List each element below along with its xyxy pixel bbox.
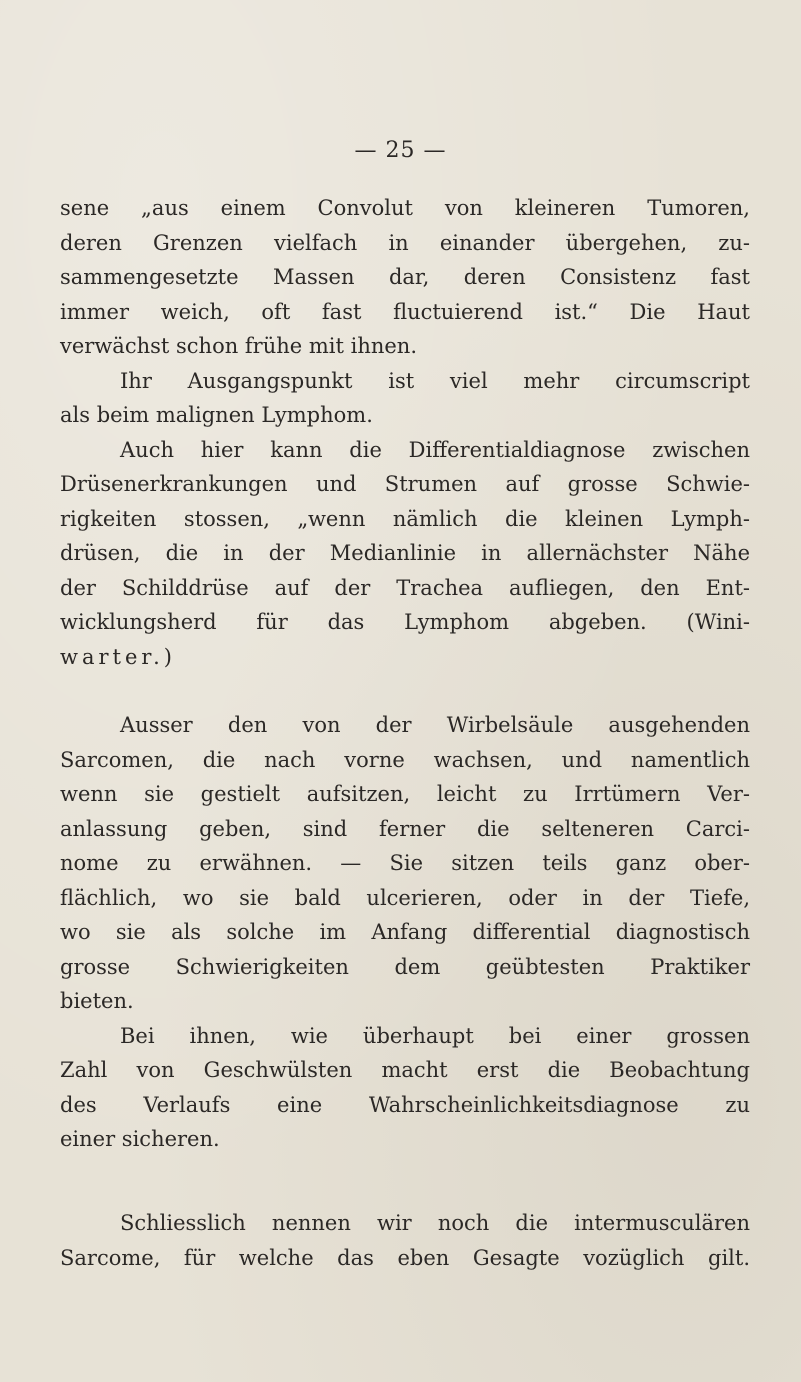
text-line: Drüsenerkrankungen und Strumen auf grosse Schwie-	[60, 472, 750, 496]
text-line: verwächst schon frühe mit ihnen.	[60, 334, 418, 358]
text-line: einer sicheren.	[60, 1127, 220, 1151]
text-line: nome zu erwähnen. — Sie sitzen teils ganz ober-	[60, 851, 750, 875]
text-line: wicklungsherd für das Lymphom abgeben. (Wini-	[60, 610, 750, 634]
text-section-2	[60, 708, 750, 1157]
text-line: Auch hier kann die Differentialdiagnose zwischen	[120, 437, 750, 462]
text-line: Sarcomen, die nach vorne wachsen, und namentlich	[60, 747, 750, 772]
page-number: — 25 —	[354, 138, 447, 163]
text-line: Bei ihnen, wie überhaupt bei einer grossen	[120, 1023, 750, 1048]
text-line: anlassung geben, sind ferner die selteneren Carci-	[60, 816, 750, 841]
text-line: der Schilddrüse auf der Trachea aufliegen, den Ent-	[60, 575, 750, 600]
text-line: Zahl von Geschwülsten macht erst die Beobachtung	[60, 1058, 750, 1082]
text-line: sene „aus einem Convolut von kleineren Tumoren,	[60, 196, 750, 220]
text-line: grosse Schwierigkeiten dem geübtesten Praktiker	[60, 954, 750, 979]
text-line: flächlich, wo sie bald ulcerieren, oder in der Tiefe,	[60, 885, 750, 910]
text-line: Schliesslich nennen wir noch die intermusculären	[120, 1211, 750, 1235]
text-line: bieten.	[60, 989, 134, 1013]
text-line: wo sie als solche im Anfang differential diagnostisch	[60, 920, 750, 944]
text-line: des Verlaufs eine Wahrscheinlichkeitsdiagnose zu	[60, 1092, 750, 1117]
text-section-1	[60, 191, 750, 674]
text-line: warter.)	[60, 644, 176, 669]
text-line: Ausser den von der Wirbelsäule ausgehenden	[120, 713, 750, 737]
text-line: Sarcome, für welche das eben Gesagte vozüglich gilt.	[60, 1245, 750, 1270]
text-line: als beim malignen Lymphom.	[60, 403, 373, 427]
text-line: Ihr Ausgangspunkt ist viel mehr circumscript	[120, 368, 750, 393]
text-line: deren Grenzen vielfach in einander übergehen, zu-	[60, 230, 750, 255]
text-line: sammengesetzte Massen dar, deren Consistenz fast	[60, 265, 750, 289]
text-line: wenn sie gestielt aufsitzen, leicht zu Irrtümern Ver-	[60, 782, 750, 806]
text-line: rigkeiten stossen, „wenn nämlich die kleinen Lymph-	[60, 506, 750, 531]
text-line: immer weich, oft fast fluctuierend ist.“ Die Haut	[60, 299, 750, 324]
text-section-3	[60, 1206, 750, 1275]
text-line: drüsen, die in der Medianlinie in allernächster Nähe	[60, 541, 750, 565]
